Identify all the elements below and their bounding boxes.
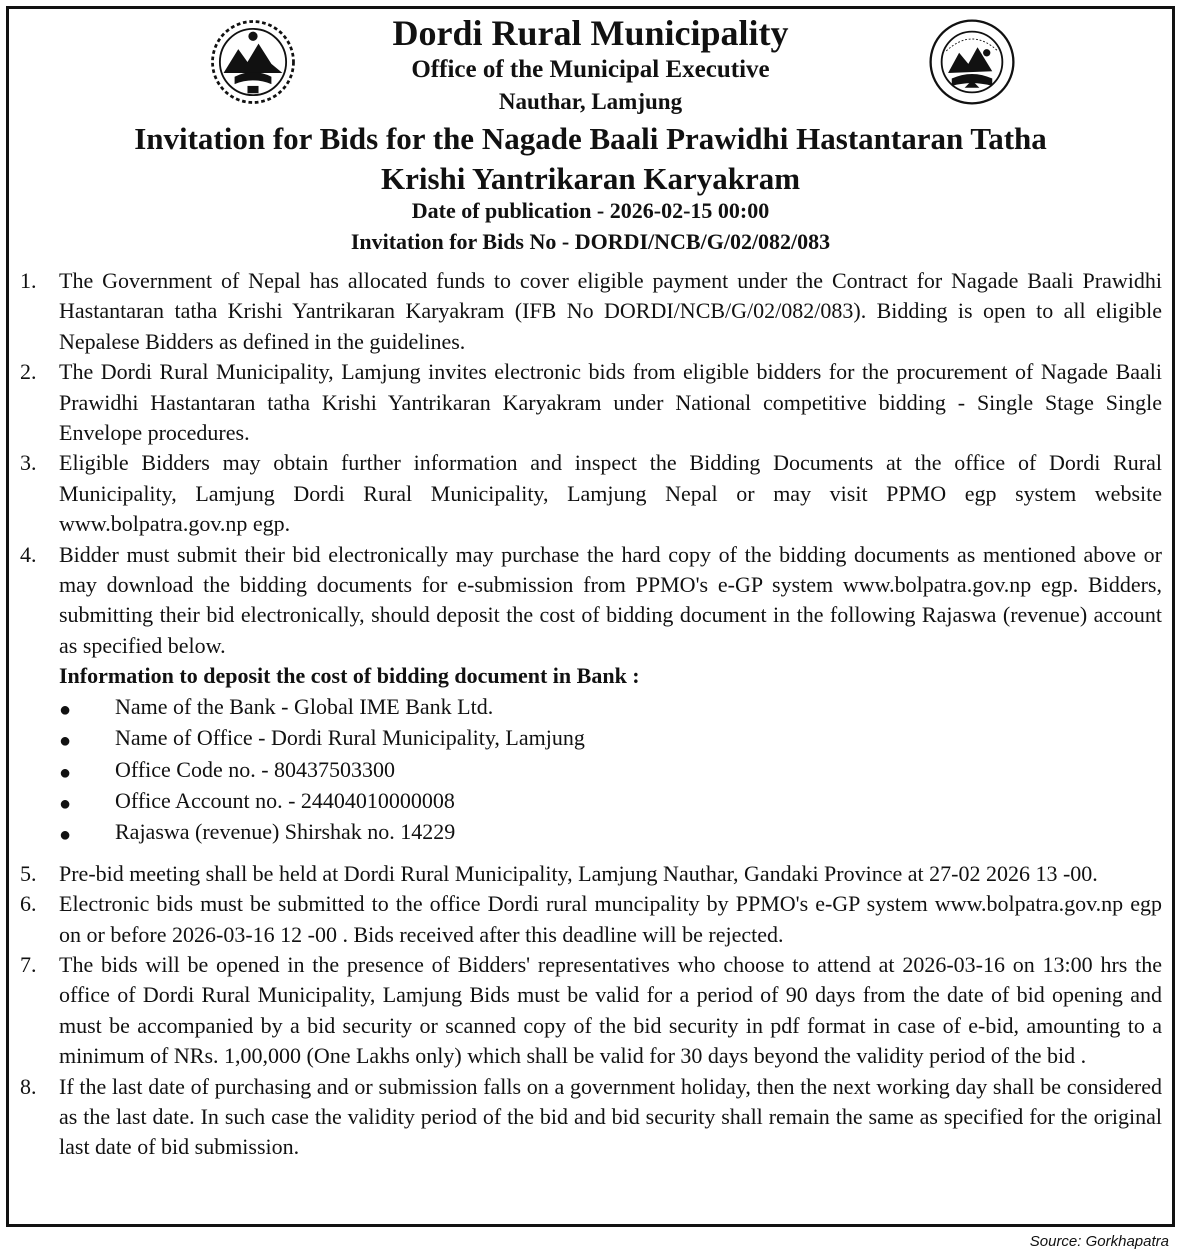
list-item	[20, 859, 1162, 889]
list-item	[20, 540, 1162, 859]
item-text: The Dordi Rural Municipality, Lamjung invites electronic bids from eligible bidders for the procurement of Nagade Baali Prawidhi Hastantaran tatha Krishi Yantrikaran Karyakram under National competitive bidding - Single Stage Single Envelope procedures.	[59, 359, 1162, 446]
item-number: 1.	[20, 268, 37, 293]
item-number: 8.	[20, 1073, 37, 1099]
bank-info-line	[59, 786, 1162, 817]
item-number: 6.	[20, 891, 37, 917]
office-code: Office Code no. - 80437503300	[115, 756, 396, 782]
office-account: Office Account no. - 24404010000008	[115, 787, 455, 813]
item-number: 2.	[20, 359, 37, 385]
bank-info-line	[59, 755, 1162, 786]
bullet-icon: ●	[59, 792, 72, 815]
item-text: Pre-bid meeting shall be held at Dordi Rural Municipality, Lamjung Nauthar, Gandaki Province at 27-02 2026 13 -00.	[59, 860, 1098, 886]
list-item	[20, 889, 1162, 950]
bullet-icon: ●	[59, 824, 72, 847]
item-number: 5.	[20, 860, 37, 886]
item-text: Electronic bids must be submitted to the office Dordi rural muncipality by PPMO's e-GP system www.bolpatra.gov.np egp on or before 2026-03-16 12 -00 . Bids received after this deadline will be rejected.	[59, 891, 1162, 947]
list-item	[20, 448, 1162, 539]
item-body	[59, 540, 1162, 859]
list-item	[20, 357, 1162, 448]
item-text: Bidder must submit their bid electronically may purchase the hard copy of the bidding documents as mentioned above or may download the bidding documents for e-submission from PPMO's e-GP system www.bolpatra.gov.np egp. Bidders, submitting their bid electronically, should deposit the cost of bidding document in the following Rajaswa (revenue) account as specified below.	[59, 541, 1162, 658]
office-name: Office of the Municipal Executive	[411, 56, 770, 83]
item-number: 3.	[20, 450, 37, 476]
bank-info-heading: Information to deposit the cost of bidding document in Bank :	[59, 663, 640, 689]
item-text: The Government of Nepal has allocated funds to cover eligible payment under the Contract for Nagade Baali Prawidhi Hastantaran tatha Krishi Yantrikaran Karyakram (IFB No DORDI/NCB/G/02/082/083). Bidding is open to all eligible Nepalese Bidders as defined in the guidelines.	[59, 268, 1162, 354]
bank-name: Name of the Bank - Global IME Bank Ltd.	[115, 693, 494, 719]
item-number: 4.	[20, 541, 37, 567]
ifb-number: Invitation for Bids No - DORDI/NCB/G/02/082/083	[350, 229, 831, 254]
bank-info-line	[59, 692, 1162, 723]
revenue-shirshak: Rajaswa (revenue) Shirshak no. 14229	[115, 819, 456, 845]
org-name: Dordi Rural Municipality	[392, 13, 789, 53]
office-name-line: Name of Office - Dordi Rural Municipality, Lamjung	[115, 725, 585, 751]
notice-title-line-2: Krishi Yantrikaran Karyakram	[380, 161, 801, 196]
publication-date: Date of publication - 2026-02-15 00:00	[411, 198, 770, 223]
bank-info-line	[59, 817, 1162, 848]
item-text: If the last date of purchasing and or submission falls on a government holiday, then the next working day shall be considered as the last date. In such case the validity period of the bid and bid security shall remain the same as specified for the original last date of bid submission.	[59, 1073, 1162, 1160]
bullet-icon: ●	[59, 761, 72, 784]
bank-info-line	[59, 723, 1162, 754]
list-item	[20, 1072, 1162, 1163]
bullet-icon: ●	[59, 730, 72, 753]
list-item	[20, 266, 1162, 357]
address: Nauthar, Lamjung	[498, 89, 683, 114]
bank-info-list	[59, 692, 1162, 849]
list-item	[20, 950, 1162, 1072]
notice-items	[20, 266, 1162, 1163]
notice-title-line-1: Invitation for Bids for the Nagade Baali Prawidhi Hastantaran Tatha	[134, 121, 1047, 156]
bullet-icon: ●	[59, 698, 72, 721]
item-text: The bids will be opened in the presence of Bidders' representatives who choose to attend at 2026-03-16 on 13:00 hrs the office of Dordi Rural Municipality, Lamjung Bids must be valid for a period of 90 days from the date of bid opening and must be accompanied by a bid security or scanned copy of the bid security in pdf format in case of e-bid, amounting to a minimum of NRs. 1,00,000 (One Lakhs only) which shall be valid for 30 days beyond the validity period of the bid .	[59, 951, 1162, 1069]
source-credit: Source: Gorkhapatra	[1029, 1233, 1169, 1250]
item-number: 7.	[20, 951, 37, 977]
item-text: Eligible Bidders may obtain further information and inspect the Bidding Documents at the office of Dordi Rural Municipality, Lamjung Dordi Rural Municipality, Lamjung Nepal or may visit PPMO egp system website www.bolpatra.gov.np egp.	[59, 450, 1162, 537]
